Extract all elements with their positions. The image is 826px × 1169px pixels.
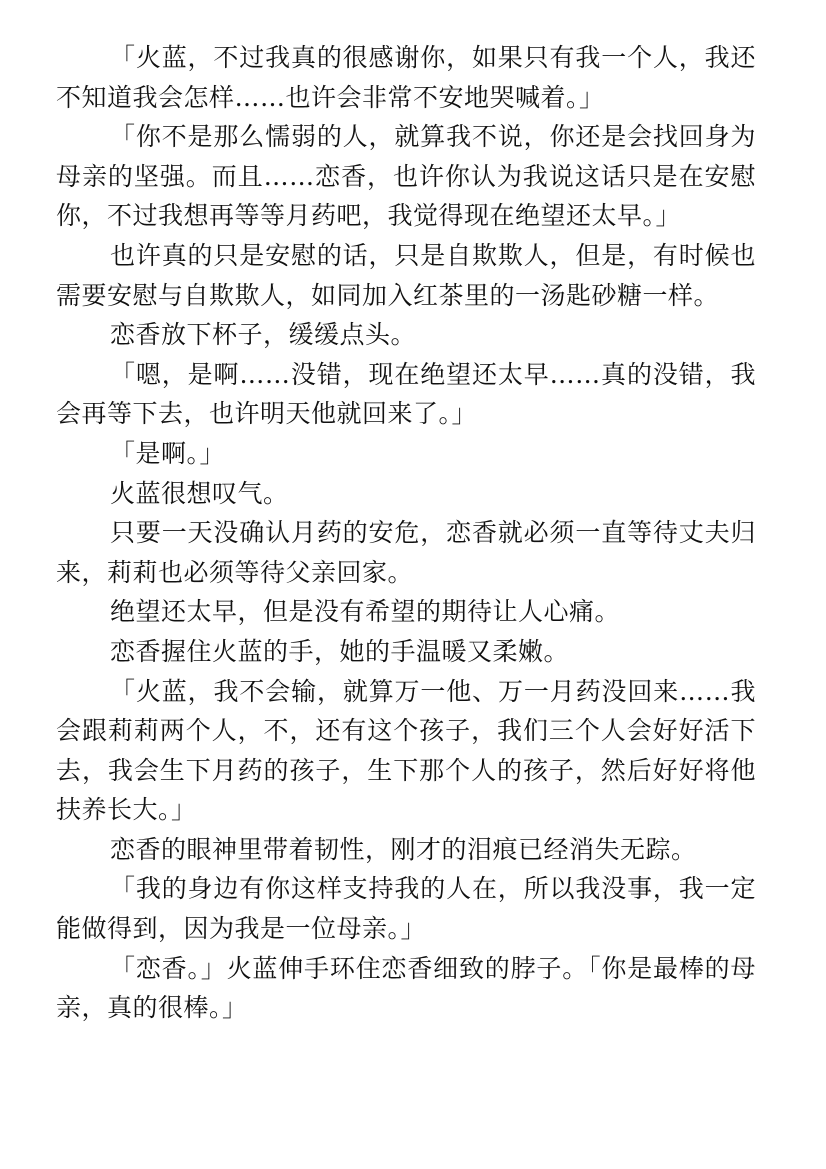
paragraph: 「火蓝，不过我真的很感谢你，如果只有我一个人，我还不知道我会怎样……也许会非常不安地哭喊着。」	[56, 43, 756, 112]
document-page	[56, 38, 756, 1028]
paragraph: 「你不是那么懦弱的人，就算我不说，你还是会找回身为母亲的坚强。而且……恋香，也许你认为我说这话只是在安慰你，不过我想再等等月药吧，我觉得现在绝望还太早。」	[56, 122, 756, 231]
paragraph: 恋香握住火蓝的手，她的手温暖又柔嫩。	[110, 636, 570, 666]
paragraph: 「火蓝，我不会输，就算万一他、万一月药没回来……我会跟莉莉两个人，不，还有这个孩子，我们三个人会好好活下去，我会生下月药的孩子，生下那个人的孩子，然后好好将他扶养长大。」	[56, 676, 756, 825]
paragraph: 「是啊。」	[110, 438, 226, 468]
paragraph: 「恋香。」火蓝伸手环住恋香细致的脖子。「你是最棒的母亲，真的很棒。」	[56, 953, 756, 1023]
paragraph: 只要一天没确认月药的安危，恋香就必须一直等待丈夫归来，莉莉也必须等待父亲回家。	[56, 518, 756, 587]
paragraph: 「嗯，是啊……没错，现在绝望还太早……真的没错，我会再等下去，也许明天他就回来了。」	[56, 359, 756, 429]
paragraph: 恋香放下杯子，缓缓点头。	[110, 320, 417, 350]
paragraph: 恋香的眼神里带着韧性，刚才的泪痕已经消失无踪。	[110, 834, 697, 864]
paragraph: 也许真的只是安慰的话，只是自欺欺人，但是，有时候也需要安慰与自欺欺人，如同加入红茶里的一汤匙砂糖一样。	[56, 240, 756, 310]
paragraph: 绝望还太早，但是没有希望的期待让人心痛。	[110, 597, 621, 627]
paragraph: 火蓝很想叹气。	[110, 478, 289, 508]
paragraph: 「我的身边有你这样支持我的人在，所以我没事，我一定能做得到，因为我是一位母亲。」	[56, 874, 756, 944]
